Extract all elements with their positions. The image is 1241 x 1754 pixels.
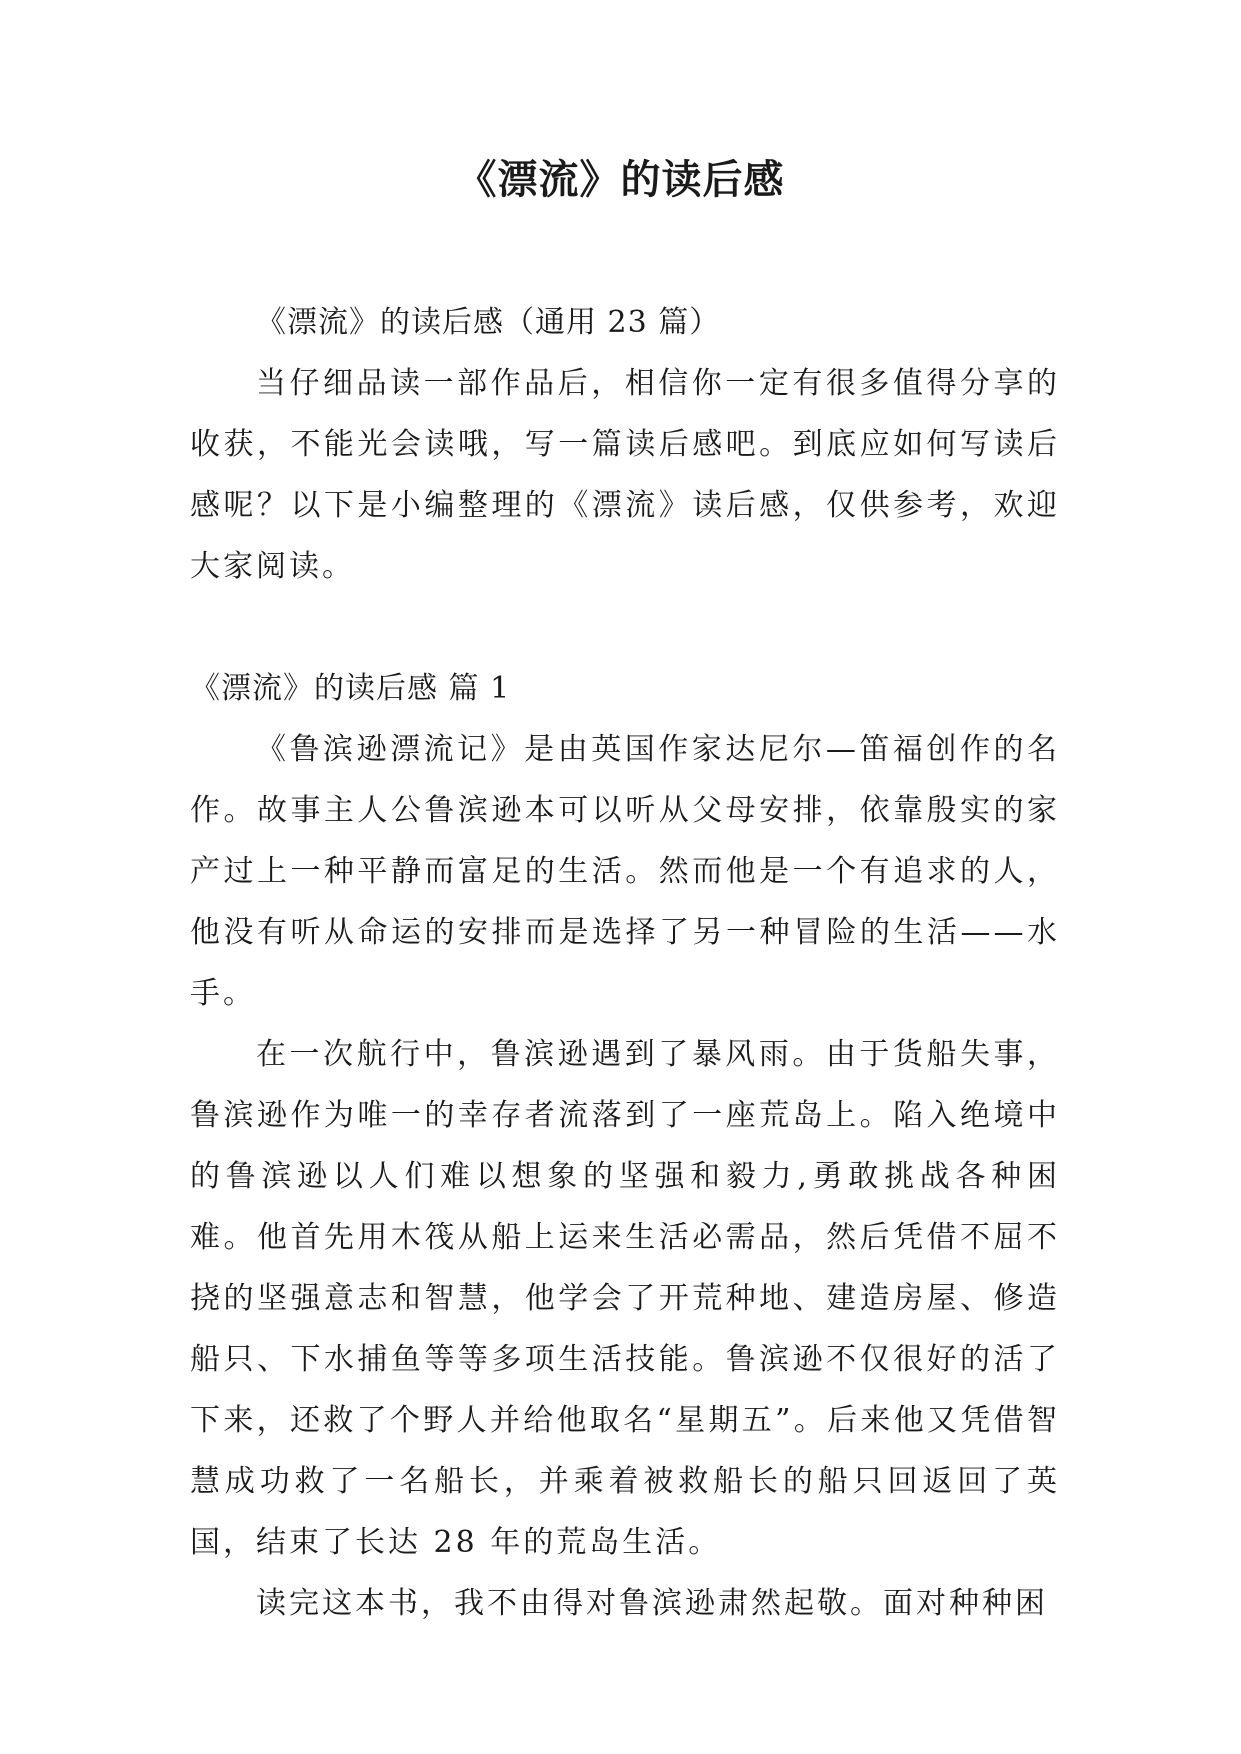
paragraph-spacer	[190, 597, 1060, 658]
section-heading: 《漂流》的读后感 篇 1	[190, 671, 511, 706]
document-subtitle: 《漂流》的读后感（通用 23 篇）	[256, 305, 721, 340]
body-paragraph-1: 《鲁滨逊漂流记》是由英国作家达尼尔—笛福创作的名作。故事主人公鲁滨逊本可以听从父母安排，依靠殷实的家产过上一种平静而富足的生活。然而他是一个有追求的人，他没有听从命运的安排而是选择了另一种冒险的生活——水手。	[190, 732, 1060, 1011]
intro-paragraph: 当仔细品读一部作品后，相信你一定有很多值得分享的收获，不能光会读哦，写一篇读后感吧。到底应如何写读后感呢？以下是小编整理的《漂流》读后感，仅供参考，欢迎大家阅读。	[190, 366, 1060, 584]
body-paragraph-2: 在一次航行中，鲁滨逊遇到了暴风雨。由于货船失事，鲁滨逊作为唯一的幸存者流落到了一座荒岛上。陷入绝境中的鲁滨逊以人们难以想象的坚强和毅力,勇敢挑战各种困难。他首先用木筏从船上运来生活必需品，然后凭借不屈不挠的坚强意志和智慧，他学会了开荒种地、建造房屋、修造船只、下水捕鱼等等多项生活技能。鲁滨逊不仅很好的活了下来，还救了个野人并给他取名“星期五”。后来他又凭借智慧成功救了一名船长，并乘着被救船长的船只回返回了英国，结束了长达 28 年的荒岛生活。	[190, 1037, 1060, 1560]
body-paragraph-3: 读完这本书，我不由得对鲁滨逊肃然起敬。面对种种困	[256, 1586, 1048, 1621]
document-body	[190, 292, 1060, 1634]
document-title: 《漂流》的读后感	[456, 157, 785, 203]
